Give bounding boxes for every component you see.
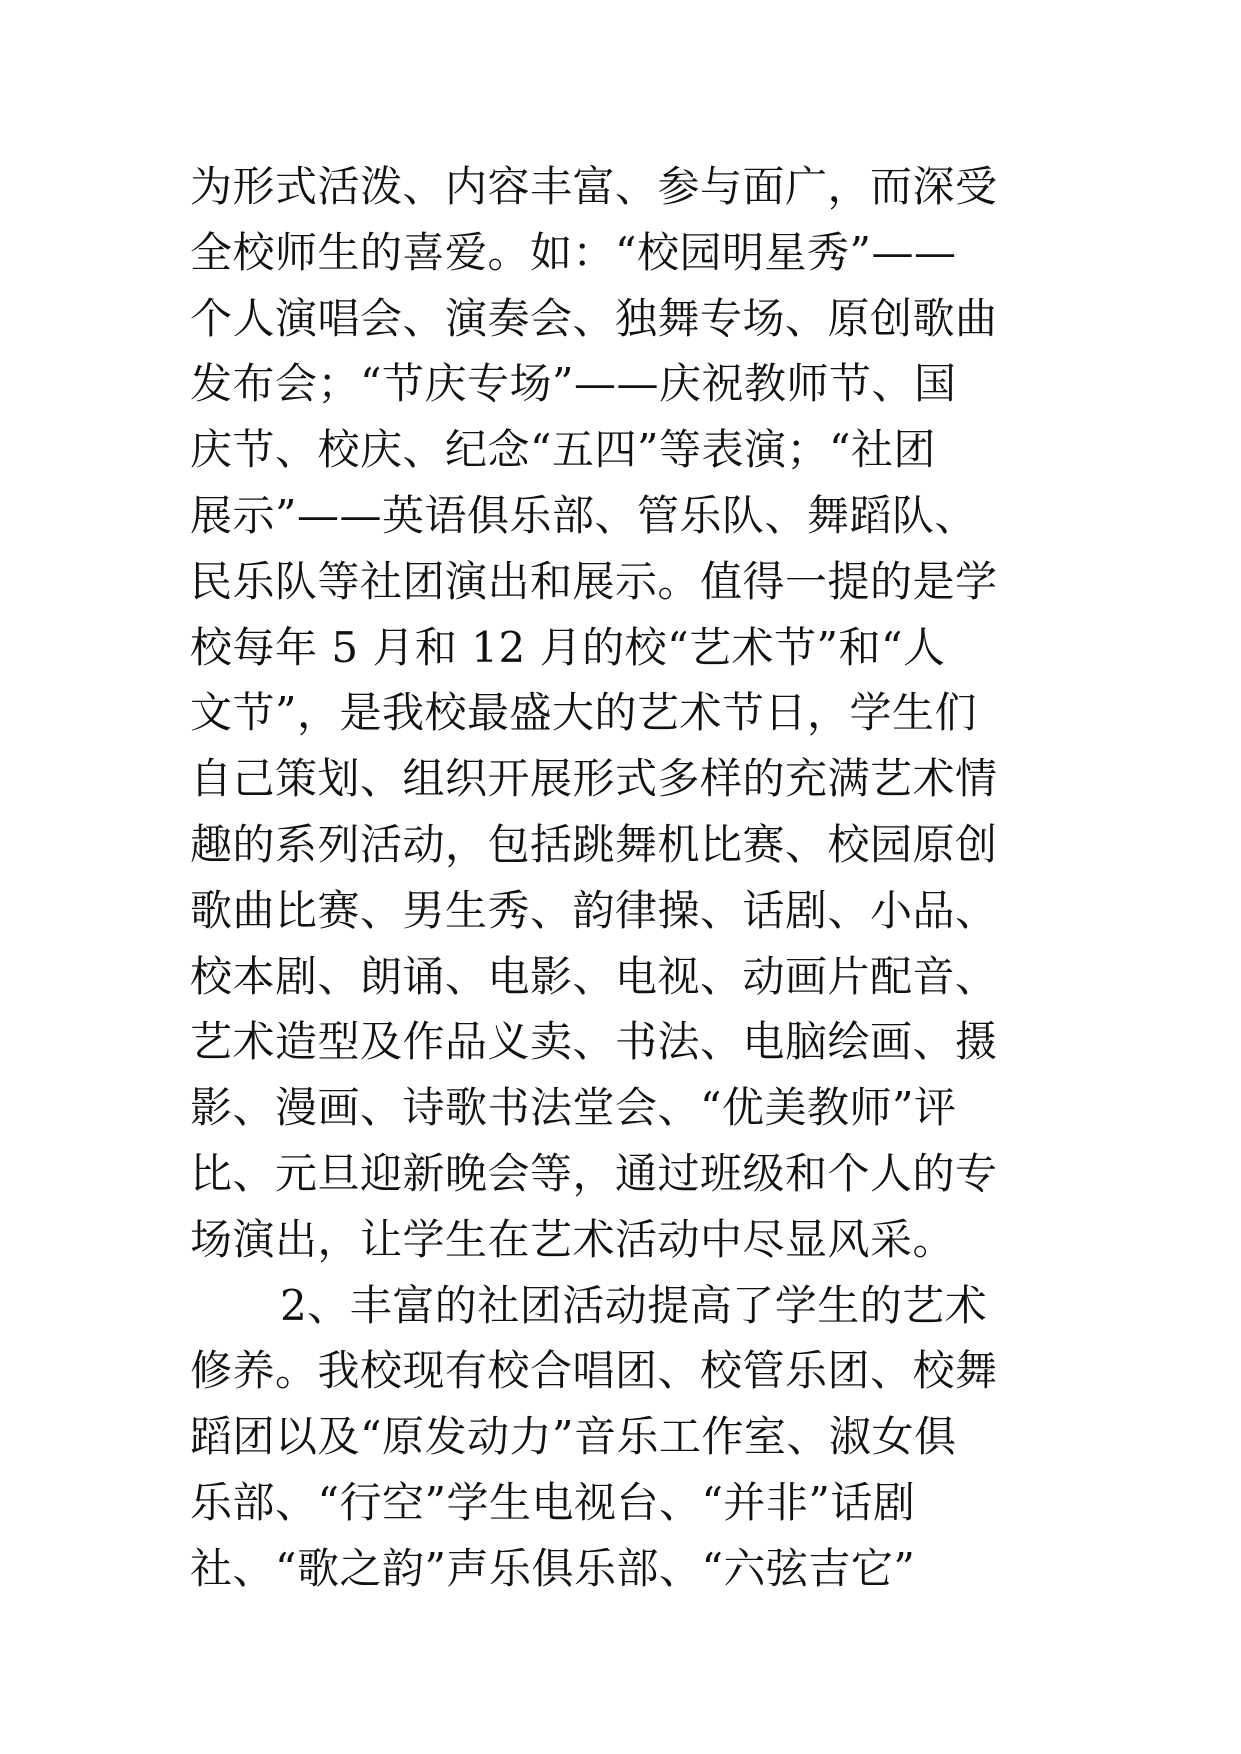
text-line: 校本剧、朗诵、电影、电视、动画片配音、 xyxy=(190,951,998,1001)
text-line: 文节”，是我校最盛大的艺术节日，学生们 xyxy=(190,688,977,738)
paragraph-start-line: 2、丰富的社团活动提高了学生的艺术 xyxy=(280,1280,988,1330)
text-line: 比、元旦迎新晚会等，通过班级和个人的专 xyxy=(190,1148,998,1198)
text-line: 场演出，让学生在艺术活动中尽显风采。 xyxy=(190,1214,956,1264)
text-line: 个人演唱会、演奏会、独舞专场、原创歌曲 xyxy=(190,293,998,343)
text-line: 趣的系列活动，包括跳舞机比赛、校园原创 xyxy=(190,819,998,869)
text-line: 庆节、校庆、纪念“五四”等表演；“社团 xyxy=(190,425,936,475)
text-line: 蹈团以及“原发动力”音乐工作室、淑女俱 xyxy=(190,1412,957,1462)
text-line: 艺术造型及作品义卖、书法、电脑绘画、摄 xyxy=(190,1017,998,1067)
text-line: 社、“歌之韵”声乐俱乐部、“六弦吉它” xyxy=(190,1543,916,1593)
text-line: 修养。我校现有校合唱团、校管乐团、校舞 xyxy=(190,1346,998,1396)
text-line: 为形式活泼、内容丰富、参与面广，而深受 xyxy=(190,162,998,211)
body-text xyxy=(190,154,1090,1602)
text-line: 自己策划、组织开展形式多样的充满艺术情 xyxy=(190,754,998,804)
text-line: 影、漫画、诗歌书法堂会、“优美教师”评 xyxy=(190,1083,957,1133)
text-line: 展示”——英语俱乐部、管乐队、舞蹈队、 xyxy=(190,490,977,540)
text-line: 乐部、“行空”学生电视台、“并非”话剧 xyxy=(190,1477,916,1527)
text-line: 歌曲比赛、男生秀、韵律操、话剧、小品、 xyxy=(190,885,998,935)
text-line: 民乐队等社团演出和展示。值得一提的是学 xyxy=(190,556,998,606)
text-line: 发布会；“节庆专场”——庆祝教师节、国 xyxy=(190,359,957,409)
text-line: 全校师生的喜爱。如：“校园明星秀”—— xyxy=(190,227,957,277)
text-line: 校每年 5 月和 12 月的校“艺术节”和“人 xyxy=(190,622,946,672)
